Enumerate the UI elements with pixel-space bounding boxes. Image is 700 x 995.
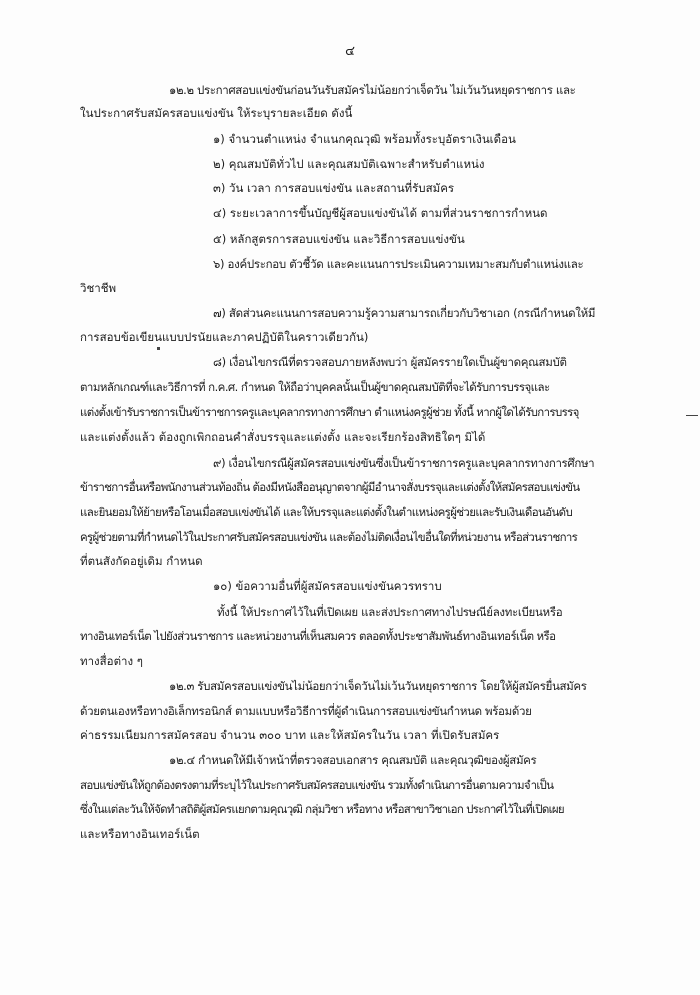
publication-paragraph: ทั้งนี้ ให้ประกาศไว้ในที่เปิดเผย และส่งประกาศทางไปรษณีย์ลงทะเบียนหรือ: [217, 605, 563, 619]
stray-mark: [157, 347, 160, 350]
list-item-8: ๘) เงื่อนไขกรณีที่ตรวจสอบภายหลังพบว่า ผู้สมัครรายใดเป็นผู้ขาดคุณสมบัติ: [213, 355, 567, 369]
list-item-9-line-2: ข้าราชการอื่นหรือพนักงานส่วนท้องถิ่น ต้องมีหนังสืออนุญาตจากผู้มีอำนาจสั่งบรรจุและแต่งตั้งให้สมัครสอบแข่งขัน: [80, 480, 580, 494]
section-12-4-line-2: สอบแข่งขันให้ถูกต้องตรงตามที่ระบุไว้ในประกาศรับสมัครสอบแข่งขัน รวมทั้งดำเนินการอื่นตามความจำเป็น: [80, 778, 554, 792]
section-12-2-heading: ๑๒.๒ ประกาศสอบแข่งขันก่อนวันรับสมัครไม่น้อยกว่าเจ็ดวัน ไม่เว้นวันหยุดราชการ และ: [169, 83, 576, 97]
section-12-3-line-2: ด้วยตนเองหรือทางอิเล็กทรอนิกส์ ตามแบบหรือวิธีการที่ผู้ดำเนินการสอบแข่งขันกำหนด พร้อมด้วย: [80, 704, 532, 718]
list-item-8-line-3: แต่งตั้งเข้ารับราชการเป็นข้าราชการครูและบุคลากรทางการศึกษา ตำแหน่งครูผู้ช่วย ทั้งนี้ หากผู้ใดได้รับการบรรจุ: [80, 405, 579, 419]
list-item-6: ๖) องค์ประกอบ ตัวชี้วัด และคะแนนการประเมินความเหมาะสมกับตำแหน่งและ: [213, 257, 584, 271]
list-item-10: ๑๐) ข้อความอื่นที่ผู้สมัครสอบแข่งขันควรทราบ: [213, 579, 442, 593]
list-item-9: ๙) เงื่อนไขกรณีผู้สมัครสอบแข่งขันซึ่งเป็นข้าราชการครูและบุคลากรทางการศึกษา: [213, 456, 595, 470]
section-12-3-heading: ๑๒.๓ รับสมัครสอบแข่งขันไม่น้อยกว่าเจ็ดวันไม่เว้นวันหยุดราชการ โดยให้ผู้สมัครยื่นสมัคร: [169, 679, 587, 693]
section-12-4-heading: ๑๒.๔ กำหนดให้มีเจ้าหน้าที่ตรวจสอบเอกสาร คุณสมบัติ และคุณวุฒิของผู้สมัคร: [169, 753, 537, 767]
list-item-9-line-4: ครูผู้ช่วยตามที่กำหนดไว้ในประกาศรับสมัครสอบแข่งขัน และต้องไม่ติดเงื่อนไขอื่นใดที่หน่วยงาน หรือส่วนราชการ: [80, 530, 578, 544]
list-item-7-continued: การสอบข้อเขียนแบบปรนัยและภาคปฏิบัติในคราวเดียวกัน): [80, 330, 369, 344]
section-12-4-line-3: ซึ่งในแต่ละวันให้จัดทำสถิติผู้สมัครแยกตามคุณวุฒิ กลุ่มวิชา หรือทาง หรือสาขาวิชาเอก ประกาศไว้ในที่เปิดเผย: [80, 802, 564, 816]
section-12-4-line-4: และหรือทางอินเทอร์เน็ต: [80, 827, 200, 841]
list-item-8-line-2: ตามหลักเกณฑ์และวิธีการที่ ก.ค.ศ. กำหนด ให้ถือว่าบุคคลนั้นเป็นผู้ขาดคุณสมบัติที่จะได้รับการบรรจุและ: [80, 380, 550, 394]
page-number: ๔: [345, 44, 355, 59]
list-item-4: ๔) ระยะเวลาการขึ้นบัญชีผู้สอบแข่งขันได้ ตามที่ส่วนราชการกำหนด: [213, 206, 548, 220]
list-item-1: ๑) จำนวนตำแหน่ง จำแนกคุณวุฒิ พร้อมทั้งระบุอัตราเงินเดือน: [213, 132, 516, 146]
list-item-9-line-3: และยินยอมให้ย้ายหรือโอนเมื่อสอบแข่งขันได้ และให้บรรจุและแต่งตั้งในตำแหน่งครูผู้ช่วยและรับเงินเดือนอันดับ: [80, 505, 573, 519]
list-item-8-line-4: และแต่งตั้งแล้ว ต้องถูกเพิกถอนคำสั่งบรรจุและแต่งตั้ง และจะเรียกร้องสิทธิใดๆ มิได้: [80, 430, 486, 444]
publication-paragraph-line-2: ทางอินเทอร์เน็ต ไปยังส่วนราชการ และหน่วยงานที่เห็นสมควร ตลอดทั้งประชาสัมพันธ์ทางอินเทอร์เน็ต หรือ: [80, 629, 556, 643]
list-item-6-continued: วิชาชีพ: [80, 281, 117, 295]
list-item-5: ๕) หลักสูตรการสอบแข่งขัน และวิธีการสอบแข่งขัน: [213, 232, 465, 246]
publication-paragraph-line-3: ทางสื่อต่าง ๆ: [80, 654, 143, 668]
section-12-2-intro: ในประกาศรับสมัครสอบแข่งขัน ให้ระบุรายละเอียด ดังนี้: [80, 106, 353, 120]
list-item-7: ๗) สัดส่วนคะแนนการสอบความรู้ความสามารถเกี่ยวกับวิชาเอก (กรณีกำหนดให้มี: [213, 306, 596, 320]
margin-dash-mark: [686, 415, 698, 416]
list-item-9-line-5: ที่ตนสังกัดอยู่เดิม กำหนด: [80, 554, 203, 568]
list-item-3: ๓) วัน เวลา การสอบแข่งขัน และสถานที่รับสมัคร: [213, 181, 455, 195]
section-12-3-line-3: ค่าธรรมเนียมการสมัครสอบ จำนวน ๓๐๐ บาท และให้สมัครในวัน เวลา ที่เปิดรับสมัคร: [80, 728, 500, 742]
list-item-2: ๒) คุณสมบัติทั่วไป และคุณสมบัติเฉพาะสำหรับตำแหน่ง: [213, 157, 485, 171]
